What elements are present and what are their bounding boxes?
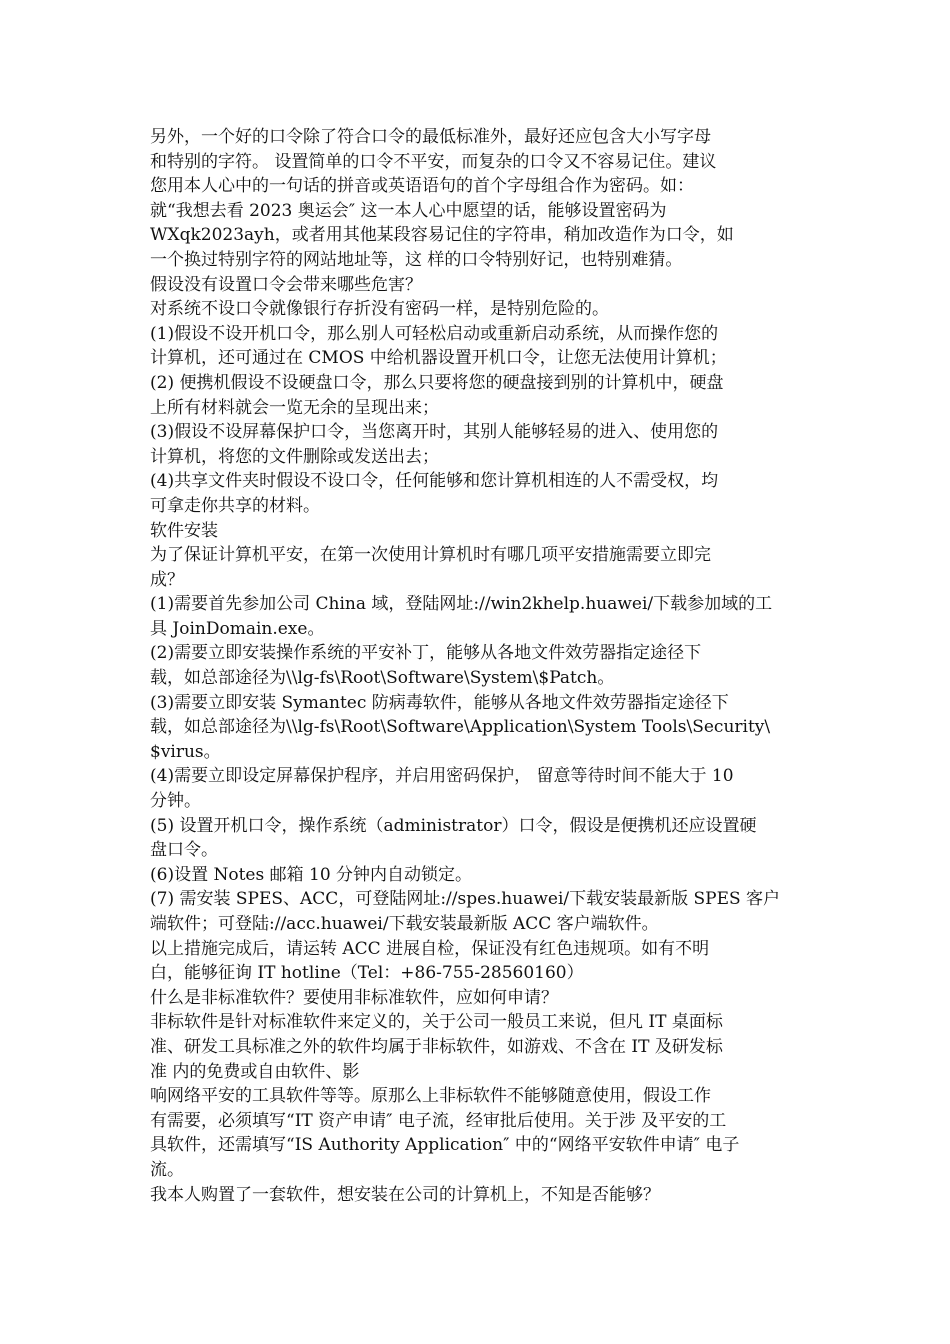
- heading-no-password-harm: 假设没有设置口令会带来哪些危害？: [150, 274, 422, 295]
- list-item-spes-acc: (7) 需安装 SPES、ACC，可登陆网址://spes.huawei/下载安装最新版 SPES 客户 端软件；可登陆://acc.huawei/下载安装最新版 ACC 客户端软件。: [150, 889, 781, 934]
- list-item-notes-lock: (6)设置 Notes 邮箱 10 分钟内自动锁定。: [150, 864, 473, 885]
- list-item-shared-folder-password: (4)共享文件夹时假设不设口令，任何能够和您计算机相连的人不需受权，均 可拿走你共享的材料。: [150, 471, 719, 516]
- list-item-disk-password: (2) 便携机假设不设硬盘口令，那么只要将您的硬盘接到别的计算机中，硬盘 上所有材料就会一览无余的呈现出来；: [150, 372, 724, 418]
- list-item-join-domain: (1)需要首先参加公司 China 域，登陆网址://win2khelp.huawei/下载参加域的工 具 JoinDomain.exe。: [150, 594, 773, 639]
- list-item-boot-password: (1)假设不设开机口令，那么别人可轻松启动或重新启动系统，从而操作您的 计算机，还可通过在 CMOS 中给机器设置开机口令，让您无法使用计算机；: [150, 323, 727, 369]
- paragraph-acc-selfcheck: 以上措施完成后，请运转 ACC 进展自检，保证没有红色违规项。如有不明 白，能够征询 IT hotline（Tel：+86-755-28560160）: [150, 938, 710, 984]
- paragraph-own-software-question: 我本人购置了一套软件，想安装在公司的计算机上，不知是否能够？: [150, 1184, 660, 1205]
- list-item-antivirus: (3)需要立即安装 Symantec 防病毒软件，能够从各地文件效劳器指定途径下 载，如总部途径为\\lg-fs\Root\Software\Application\System Tools\Security\ $virus。: [150, 692, 771, 762]
- list-item-boot-admin-password: (5) 设置开机口令，操作系统（administrator）口令，假设是便携机还应设置硬 盘口令。: [150, 815, 757, 861]
- document-body: [150, 125, 800, 1207]
- paragraph-password-advice: 另外，一个好的口令除了符合口令的最低标准外，最好还应包含大小写字母 和特别的字符。 设置简单的口令不平安，而复杂的口令又不容易记住。建议 您用本人心中的一句话的拼音或英语语句的首个字母组合作为密码。如： 就“我想去看 2023 奥运会″ 这一本人心中愿望的话，能够设置密码为 WXqk2023ayh，或者用其他某段容易记住的字符串，稍加改造作为口令，如 一个换过特别字符的网站地址等，这 样的口令特别好记，也特别难猜。: [150, 127, 734, 270]
- heading-nonstandard-software: 什么是非标准软件？要使用非标准软件，应如何申请？: [150, 987, 558, 1008]
- paragraph-nonstandard-definition: 非标软件是针对标准软件来定义的，关于公司一般员工来说，但凡 IT 桌面标 准、研发工具标准之外的软件均属于非标软件，如游戏、不含在 IT 及研发标 准 内的免费或自由软件、影: [150, 1012, 723, 1082]
- paragraph-no-password-danger: 对系统不设口令就像银行存折没有密码一样，是特别危险的。: [150, 299, 609, 320]
- list-item-os-patch: (2)需要立即安装操作系统的平安补丁，能够从各地文件效劳器指定途径下 载，如总部途径为\\lg-fs\Root\Software\System\$Patch。: [150, 643, 702, 689]
- paragraph-first-use-question: 为了保证计算机平安，在第一次使用计算机时有哪几项平安措施需要立即完 成？: [150, 545, 711, 590]
- list-item-screensaver: (4)需要立即设定屏幕保护程序，并启用密码保护， 留意等待时间不能大于 10 分钟。: [150, 766, 734, 812]
- heading-software-install: 软件安装: [150, 520, 218, 541]
- paragraph-nonstandard-usage: 响网络平安的工具软件等等。原那么上非标软件不能够随意使用，假设工作 有需要，必须填写“IT 资产申请″ 电子流，经审批后使用。关于涉 及平安的工 具软件，还需填写“IS Authority Application″ 中的“网络平安软件申请″ 电子 流。: [150, 1086, 740, 1180]
- list-item-screensaver-password: (3)假设不设屏幕保护口令，当您离开时，其别人能够轻易的进入、使用您的 计算机，将您的文件删除或发送出去；: [150, 422, 719, 467]
